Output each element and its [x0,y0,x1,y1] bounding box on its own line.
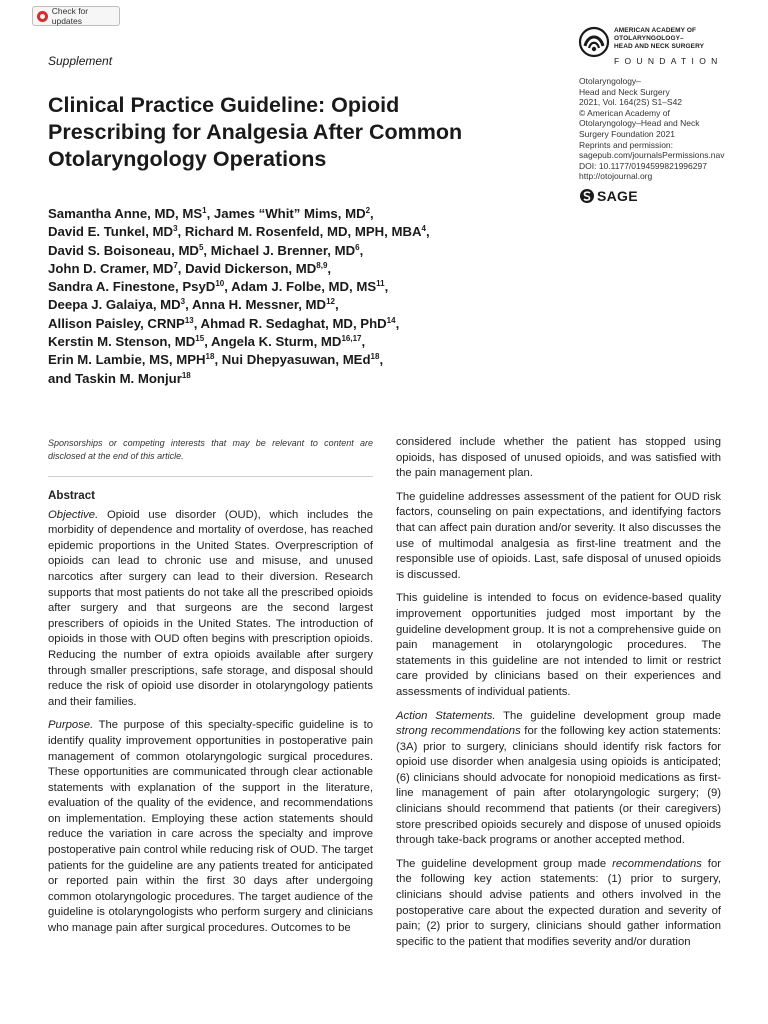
affiliation-superscript: 18 [205,352,215,362]
org-line: OTOLARYNGOLOGY– [614,35,684,42]
author-name: Allison Paisley, CRNP [48,315,185,331]
purpose-label: Purpose. [48,719,94,732]
author-name: , Richard M. Rosenfeld, MD, MPH, MBA [177,224,422,240]
author-name: , [370,206,374,221]
author-line [48,223,558,241]
author-name: , [334,297,339,313]
author-name: , Ahmad R. Sedaghat, MD, PhD [193,315,387,331]
text-span: for the following key action statements: (1) prior to surgery, clinicians should advise patients and others involved in the postoperative care about the expected duration and severity of pain; (2) prior to surgery, clinicians should gather information specific to the patient that modifies severity and/or duration [396,857,721,948]
affiliation-superscript: 16,17 [341,334,362,344]
org-line: HEAD AND NECK SURGERY [614,43,705,50]
affiliation-superscript: 1 [202,206,207,215]
article-title [48,92,518,173]
purpose-paragraph [48,718,373,936]
journal-info [579,76,739,182]
affiliation-superscript: 6 [355,242,360,252]
affiliation-superscript: 5 [198,242,204,252]
affiliation-superscript: 15 [195,334,205,344]
affiliation-superscript: 11 [376,279,385,289]
author-line [48,351,558,369]
title-line: Otolaryngology Operations [48,147,327,171]
author-name: , [327,260,332,276]
author-name: Kerstin M. Stenson, MD [48,334,196,350]
objective-paragraph [48,508,373,711]
affiliation-superscript: 13 [184,315,194,325]
author-line [48,205,558,223]
check-for-updates-badge[interactable] [32,6,120,26]
author-name: , David Dickerson, MD [177,260,317,276]
action-statements-label: Action Statements. [396,709,496,722]
paragraph: The guideline addresses assessment of the patient for OUD risk factors, counseling on pain expectations, and identifying factors that can affect pain duration and/or severity. It also discusses the use of multimodal analgesia as first-line treatment and the responsible use of opioids. Last, safe disposal of unused opioids is discussed. [396,490,721,581]
right-column [396,435,721,958]
objective-text: Opioid use disorder (OUD), which includes the morbidity of dependence and mortality of overdose, has reached epidemic proportions in the United States. Overprescription of opioids can lead to chronic use and misuse, and unused narcotics after surgery can lead to their diversion. Research supports that most patients do not take all the prescribed opioids after surgery and that surgeons are the second largest prescribers of opioids in the United States. The introduction of opioids in those with OUD often begins with prescription opioids. Reducing the number of extra opioids available after surgery through smaller prescriptions, safe storage, and disposal should reduce the risk of opioid use disorder in otolaryngology patients and their families. [48,508,373,708]
abstract-heading: Abstract [48,489,96,502]
journal-line[interactable]: DOI: 10.1177/0194599821996297 [579,160,707,171]
author-name: David E. Tunkel, MD [48,224,174,240]
text-span: for the following key action statements: (3A) prior to surgery, clinicians should identify risk factors for opioid use disorder when analgesia using opioids is anticipated; (6) clinicians should advocate for nonopioid medications as first-line management of pain after otolaryngologic surgery; (9) clinicians should recommend that patients (or their caregivers) store prescribed opioids securely and dispose of unused opioids through take-back programs or another accepted method. [396,725,722,847]
author-name: Samantha Anne, MD, MS [48,206,203,221]
author-name: , [395,315,400,331]
text-span: The guideline development group made [396,857,613,870]
affiliation-superscript: 12 [326,297,335,307]
author-name: , Adam J. Folbe, MD, MS [224,279,377,295]
foundation-emblem-icon [578,26,610,58]
journal-line: Reprints and permission: [579,139,674,150]
journal-line: Surgery Foundation 2021 [579,128,675,139]
affiliation-superscript: 10 [215,279,225,289]
objective-label: Objective. [48,508,99,521]
author-name: , Nui Dhepyasuwan, MEd [214,352,371,368]
affiliation-superscript: 7 [173,260,178,270]
affiliation-superscript: 8,9 [316,260,328,270]
purpose-text: The purpose of this specialty-specific guideline is to identify quality improvement opportunities in postoperative pain management of common otolaryngologic surgical procedures. These opportunities are communicated through clear actionable statements with explanation of the support in the literature, evaluation of the quality of the evidence, and recommendations on implementation. Employing these action statements should reduce the variation in care across the specialty and improve postoperative pain control while reducing risk of OUD. The target patients for the guideline are any patients treated for anticipated or reported pain within the first 30 days after undergoing common otolaryngologic procedures. The target audience of the guideline is otolaryngologists who perform surgery and clinicians who manage pain after surgical procedures. Outcomes to be [48,719,373,935]
publisher-name: SAGE [597,188,638,204]
author-line [48,278,558,296]
action-statements-paragraph [396,709,721,849]
affiliation-superscript: 3 [180,297,186,307]
title-line: Clinical Practice Guideline: Opioid [48,93,400,117]
title-line: Prescribing for Analgesia After Common [48,120,463,144]
author-name: David S. Boisoneau, MD [48,242,199,258]
affiliation-superscript: 3 [173,224,178,234]
author-line [48,260,558,278]
author-name: John D. Cramer, MD [48,260,174,276]
paragraph: This guideline is intended to focus on evidence-based quality improvement opportunities judged most important by the guideline development group. It is not a comprehensive guide on pain management in otolaryngologic procedures. The statements in this guideline are not intended to limit or restrict care provided by clinicians based on their experiences and assessments of individual patients. [396,592,721,698]
journal-line[interactable]: sagepub.com/journalsPermissions.nav [579,150,725,161]
text-span: The guideline development group made [495,709,721,722]
abstract-column [48,488,373,945]
foundation-label: FOUNDATION [614,56,723,66]
section-label: Supplement [48,54,113,68]
author-name: Sandra A. Finestone, PsyD [48,279,216,295]
journal-line: 2021, Vol. 164(2S) S1–S42 [579,97,683,108]
sage-emblem-icon [579,188,595,204]
author-line [48,315,558,333]
author-name: , [425,224,430,240]
author-name: and Taskin M. Monjur [48,370,182,386]
affiliation-superscript: 18 [181,370,191,380]
author-name: , [384,279,389,295]
author-line [48,370,558,388]
author-list [48,205,558,388]
author-name: Deepa J. Galaiya, MD [48,297,181,313]
sage-logo [579,187,638,205]
author-name: , [361,334,366,350]
sponsorship-note: Sponsorships or competing interests that may be relevant to content are disclosed at the end of this article. [48,438,373,461]
update-icon [37,11,48,22]
author-name: Erin M. Lambie, MS, MPH [48,352,206,368]
journal-line: Otolaryngology– [579,76,641,86]
recommendations-paragraph [396,857,721,951]
affiliation-superscript: 2 [365,206,371,215]
author-line [48,333,558,351]
org-name [614,27,704,51]
author-name: , Michael J. Brenner, MD [203,242,356,258]
author-name: , James “Whit” Mims, MD [206,206,366,221]
author-name: , Angela K. Sturm, MD [204,334,342,350]
affiliation-superscript: 14 [386,315,396,325]
check-for-updates-label: Check for updates [51,6,89,26]
author-line [48,296,558,314]
author-name: , [379,352,384,368]
divider [48,476,373,477]
aao-hns-foundation-logo [578,26,728,70]
journal-line: © American Academy of [579,107,670,118]
journal-line: Head and Neck Surgery [579,86,670,97]
emphasis-text: recommendations [612,857,702,870]
paragraph: considered include whether the patient has stopped using opioids, has disposed of unused opioids, and was satisfied with the pain management plan. [396,436,721,480]
author-line [48,242,558,260]
journal-line[interactable]: http://otojournal.org [579,171,653,182]
author-name: , Anna H. Messner, MD [185,297,327,313]
author-name: , [359,242,364,258]
journal-line: Otolaryngology–Head and Neck [579,118,700,129]
affiliation-superscript: 18 [370,352,380,362]
affiliation-superscript: 4 [421,224,426,234]
emphasis-text: strong recommendations [396,725,521,738]
org-line: AMERICAN ACADEMY OF [614,27,697,34]
